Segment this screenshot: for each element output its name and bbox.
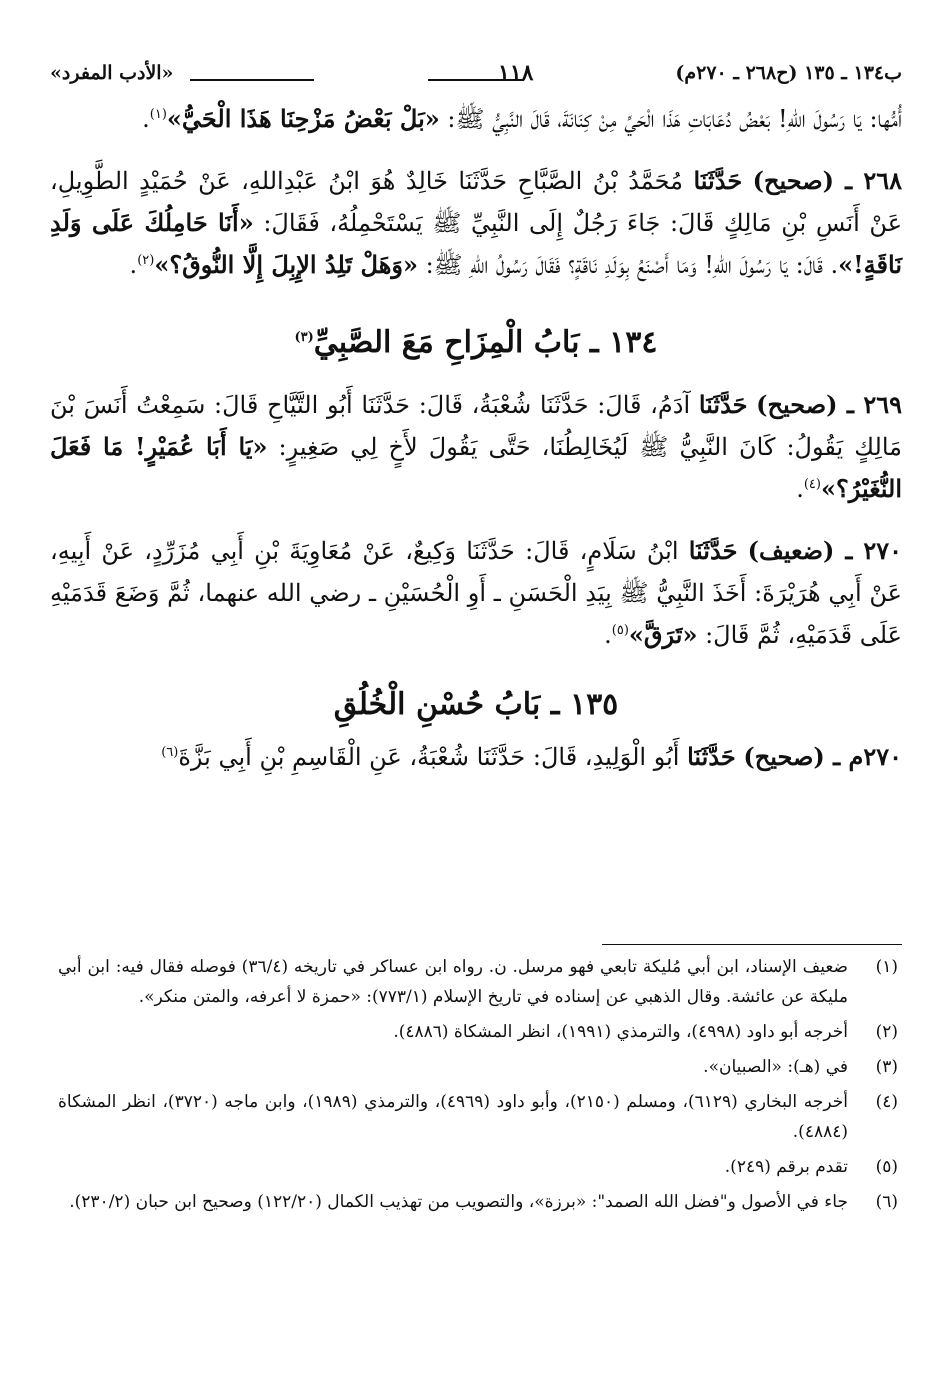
hadith-text: . قَالَ: يَا رَسُولَ اللهِ! وَمَا أَصْنَعُ بِوَلَدِ نَاقَةٍ؟ فَقَالَ رَسُولُ اللهِ ﷺ:	[417, 251, 839, 279]
prophet-quote: «أَنَا حَامِلُكَ عَلَى وَلَدِ نَاقَةٍ!»	[50, 208, 902, 279]
footnote-text: تقدم برقم (٢٤٩).	[724, 1157, 848, 1177]
hadith-text: ابْنُ سَلَامٍ، قَالَ: حَدَّثَنَا وَكِيعٌ، عَنْ مُعَاوِيَةَ بْنِ أَبِي مُزَرِّدٍ، عَنْ أَبِيهِ، عَنْ أَبِي هُرَيْرَةَ: أَخَذَ النَّبِيُّ ﷺ بِيَدِ الْحَسَنِ ـ أَوِ الْحُسَيْنِ ـ رضي الله عنهما، ثُمَّ وَضَعَ قَدَمَيْهِ عَلَى قَدَمَيْهِ، ثُمَّ قَالَ:	[50, 537, 902, 649]
running-header	[50, 62, 902, 92]
hadith-grade: (ضعيف)	[747, 536, 835, 565]
prophet-quote: «وَهَلْ تَلِدُ الإِبِلَ إِلَّا النُّوقُ؟»	[154, 250, 418, 279]
hadith-number: ٢٧٠م ـ	[824, 742, 902, 771]
footnote-text: ضعيف الإسناد، ابن أبي مُليكة تابعي فهو مرسل. ن. رواه ابن عساكر في تاريخه (٣٦/٤) فوصله فقال فيه: ابن أبي مليكة عن عائشة. وقال الذهبي عن إسناده في تاريخ الإسلام (٧٧٣/١): «حمزة لا أعرفه، والمتن منكر».	[58, 957, 848, 1007]
footnote-text: جاء في الأصول و"فضل الله الصمد": «برزة»، والتصويب من تهذيب الكمال (١٢٢/٢٠) وصحيح ابن حبان (٢٣٠/٢).	[69, 1192, 848, 1212]
header-section-range: ب١٣٤ ـ ١٣٥ (ح٢٦٨ ـ ٢٧٠م)	[675, 62, 902, 84]
header-rule	[190, 79, 314, 81]
hadith-text: أَبُو الْوَلِيدِ، قَالَ: حَدَّثَنَا شُعْبَةُ، عَنِ الْقَاسِمِ بْنِ أَبِي بَزَّةَ	[178, 743, 688, 771]
hadith-grade: (صحيح)	[752, 166, 834, 195]
chapter-title: ١٣٥ ـ بَابُ حُسْنِ الْخُلُقِ	[333, 687, 619, 722]
footnote-ref: (٦)	[161, 745, 179, 760]
footnote-item	[58, 1052, 898, 1082]
prophet-quote: «يَا أَبَا عُمَيْرٍ! مَا فَعَلَ النُّغَيْرُ؟»	[50, 432, 902, 503]
haddathana-word: حَدَّثَنَا	[693, 166, 743, 195]
main-text	[50, 98, 902, 778]
hadith-268: ٢٦٨ ـ (صحيح) حَدَّثَنَا مُحَمَّدُ بْنُ الصَّبَّاحِ حَدَّثَنَا خَالِدٌ هُوَ ابْنُ عَبْدِاللهِ، عَنْ حُمَيْدٍ الطَّوِيلِ، عَنْ أَنَسِ بْنِ مَالِكٍ قَالَ: جَاءَ رَجُلٌ إِلَى النَّبِيِّ ﷺ يَسْتَحْمِلُهُ، فَقَالَ: «أَنَا حَامِلُكَ عَلَى وَلَدِ نَاقَةٍ!». قَالَ: يَا رَسُولَ اللهِ! وَمَا أَصْنَعُ بِوَلَدِ نَاقَةٍ؟ فَقَالَ رَسُولُ اللهِ ﷺ: «وَهَلْ تَلِدُ الإِبِلَ إِلَّا النُّوقُ؟»$^{(٢)}$.	[50, 166, 903, 279]
haddathana-word: حَدَّثَنَا	[698, 390, 748, 419]
footnote-number: (٢)	[875, 1022, 898, 1042]
hadith-269: ٢٦٩ ـ (صحيح) حَدَّثَنَا آدَمُ، قَالَ: حَدَّثَنَا شُعْبَةُ، قَالَ: حَدَّثَنَا أَبُو التَّيَّاحِ قَالَ: سَمِعْتُ أَنَسَ بْنَ مَالِكٍ يَقُولُ: كَانَ النَّبِيُّ ﷺ لَيُخَالِطُنَا، حَتَّى يَقُولَ لأَخٍ لِي صَغِيرٍ: «يَا أَبَا عُمَيْرٍ! مَا فَعَلَ النُّغَيْرُ؟»$^{(٤)}$.	[50, 390, 902, 503]
hadith-number: ٢٦٨ ـ	[833, 166, 902, 195]
footnote-divider	[602, 944, 902, 945]
footnote-item	[58, 1087, 898, 1147]
footnote-number: (٥)	[875, 1157, 898, 1177]
carryover-paragraph: أُمُّها: يَا رَسُولَ اللهِ! بَعْضُ دُعَابَاتِ هَذَا الْحَيِّ مِنْ كِنَانَةَ، قَالَ النَّبِيُّ ﷺ: «بَلْ بَعْضُ مَزْحِنَا هَذَا الْحَيُّ»$^{(١)}$.	[142, 104, 902, 133]
footnote-item	[58, 1017, 898, 1047]
footnote-item	[58, 952, 898, 1012]
haddathana-word: حَدَّثَنَا	[687, 742, 736, 771]
hadith-270m	[50, 736, 902, 778]
hadith-number: ٢٦٩ ـ	[837, 390, 902, 419]
footnote-number: (٣)	[875, 1057, 898, 1077]
footnote-ref: (٣)	[294, 330, 314, 345]
page-number: ١١٨	[498, 60, 534, 86]
hadith-text: آدَمُ، قَالَ: حَدَّثَنَا شُعْبَةُ، قَالَ: حَدَّثَنَا أَبُو التَّيَّاحِ قَالَ: سَمِعْتُ أَنَسَ بْنَ مَالِكٍ يَقُولُ: كَانَ النَّبِيُّ ﷺ لَيُخَالِطُنَا، حَتَّى يَقُولَ لأَخٍ لِي صَغِيرٍ:	[50, 391, 902, 461]
header-book-title: «الأدب المفرد»	[50, 62, 174, 84]
footnote-text: في (هـ): «الصبيان».	[703, 1057, 848, 1077]
footnote-text: أخرجه البخاري (٦١٢٩)، ومسلم (٢١٥٠)، وأبو داود (٤٩٦٩)، والترمذي (١٩٨٩)، وابن ماجه (٣٧٢٠)، انظر المشكاة (٤٨٨٤).	[58, 1092, 848, 1142]
hadith-text: مُحَمَّدُ بْنُ الصَّبَّاحِ حَدَّثَنَا خَالِدٌ هُوَ ابْنُ عَبْدِاللهِ، عَنْ حُمَيْدٍ الطَّوِيلِ، عَنْ أَنَسِ بْنِ مَالِكٍ قَالَ: جَاءَ رَجُلٌ إِلَى النَّبِيِّ ﷺ يَسْتَحْمِلُهُ، فَقَالَ:	[50, 167, 903, 237]
hadith-grade: (صحيح)	[756, 390, 838, 419]
prophet-quote: «بَلْ بَعْضُ مَزْحِنَا هَذَا الْحَيُّ»	[166, 104, 440, 133]
footnote-item	[58, 1152, 898, 1182]
hadith-270: ٢٧٠ ـ (ضعيف) حَدَّثَنَا ابْنُ سَلَامٍ، قَالَ: حَدَّثَنَا وَكِيعٌ، عَنْ مُعَاوِيَةَ بْنِ أَبِي مُزَرِّدٍ، عَنْ أَبِيهِ، عَنْ أَبِي هُرَيْرَةَ: أَخَذَ النَّبِيُّ ﷺ بِيَدِ الْحَسَنِ ـ أَوِ الْحُسَيْنِ ـ رضي الله عنهما، ثُمَّ وَضَعَ قَدَمَيْهِ عَلَى قَدَمَيْهِ، ثُمَّ قَالَ: «تَرَقَّ»$^{(٥)}$.	[50, 536, 903, 649]
hadith-number: ٢٧٠ ـ	[834, 536, 903, 565]
footnote-ref: (٥)	[611, 623, 629, 638]
prophet-quote: «تَرَقَّ»	[628, 620, 698, 649]
chapter-heading-134	[50, 316, 902, 370]
footnote-ref: (١)	[149, 107, 167, 122]
footnote-ref: (٤)	[803, 477, 821, 492]
footnote-number: (١)	[875, 957, 898, 977]
footnote-ref: (٢)	[137, 253, 155, 268]
footnote-number: (٤)	[875, 1092, 898, 1112]
chapter-title: ١٣٤ ـ بَابُ الْمِزَاحِ مَعَ الصَّبِيِّ	[313, 325, 658, 360]
hadith-grade: (صحيح)	[743, 742, 825, 771]
chapter-heading-135	[50, 678, 902, 732]
footnote-text: أخرجه أبو داود (٤٩٩٨)، والترمذي (١٩٩١)، انظر المشكاة (٤٨٨٦).	[393, 1022, 848, 1042]
footnotes	[58, 952, 898, 1222]
haddathana-word: حَدَّثَنَا	[688, 536, 738, 565]
footnote-number: (٦)	[875, 1192, 898, 1212]
footnote-item	[58, 1187, 898, 1217]
carryover-text: أُمُّها: يَا رَسُولَ اللهِ! بَعْضُ دُعَابَاتِ هَذَا الْحَيِّ مِنْ كِنَانَةَ، قَالَ النَّبِيُّ ﷺ:	[439, 105, 902, 133]
